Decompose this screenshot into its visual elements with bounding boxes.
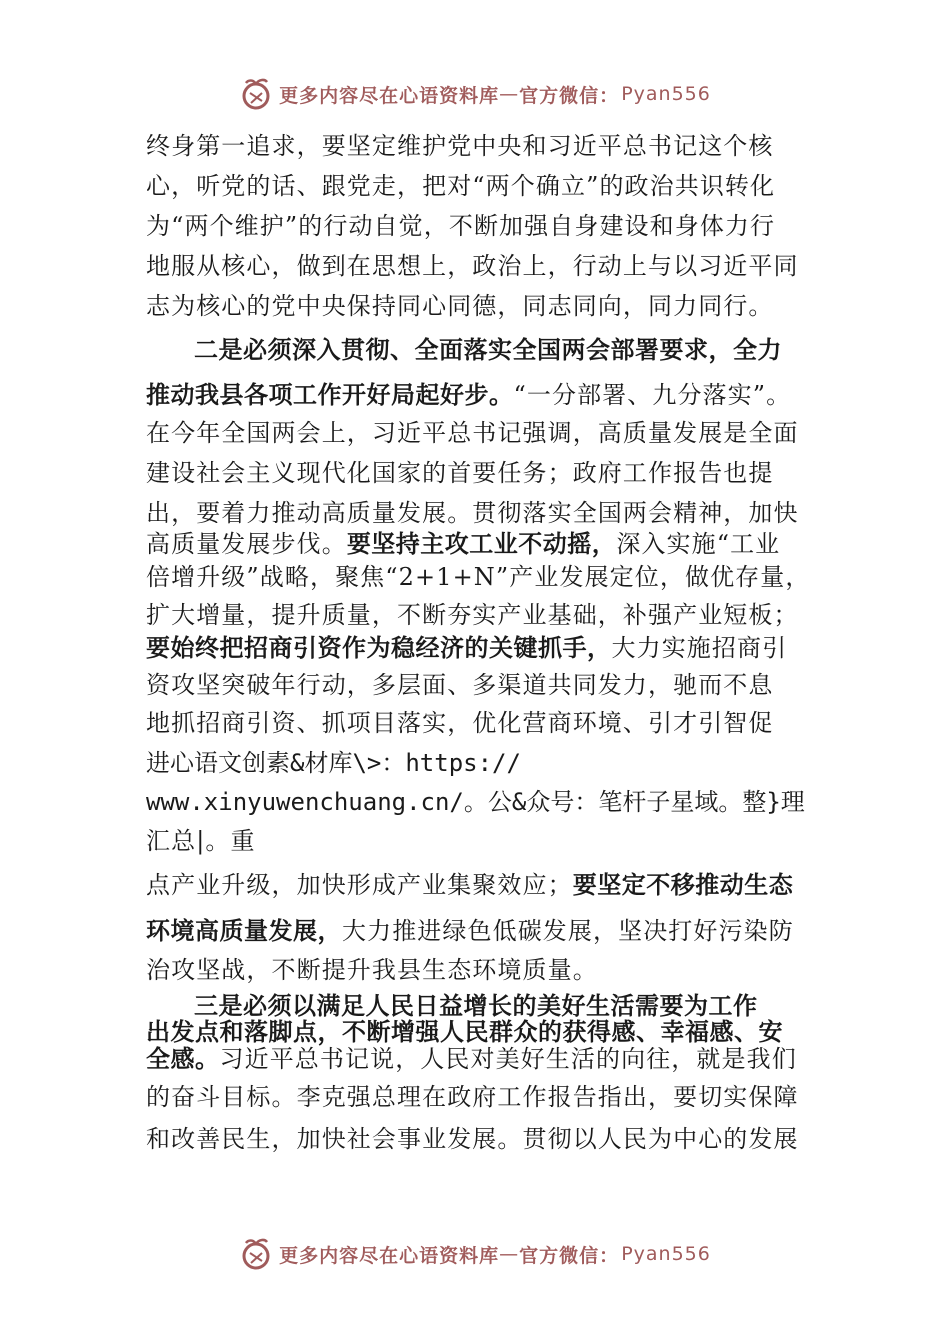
text-line: 汇总|。重 [146, 827, 256, 855]
text-line: www.xinyuwenchuang.cn/。公&众号：笔杆子星域。整}理 [146, 788, 805, 816]
paragraph-heading: 三是必须以满足人民日益增长的美好生活需要为工作 [194, 992, 758, 1020]
tomato-logo-icon [239, 1236, 275, 1272]
text-line: 出，要着力推动高质量发展。贯彻落实全国两会精神，加快 [146, 499, 799, 527]
text-line: 进心语文创素&材库\>：https:// [146, 749, 521, 777]
text-line: 治攻坚战，不断提升我县生态环境质量。 [146, 956, 598, 984]
text-line: 全感。习近平总书记说，人民对美好生活的向往，就是我们 [146, 1045, 797, 1073]
text-line: 倍增升级”战略，聚焦“2+1+N”产业发展定位，做优存量， [146, 563, 811, 591]
watermark-official: 官方微信： [519, 1244, 620, 1267]
paragraph-heading: 二是必须深入贯彻、全面落实全国两会部署要求，全力 [194, 336, 782, 364]
text-line: 点产业升级，加快形成产业集聚效应；要坚定不移推动生态 [146, 871, 794, 899]
text-line: 环境高质量发展，大力推进绿色低碳发展，坚决打好污染防 [146, 917, 794, 945]
watermark-wechat-id: Pyan556 [621, 1243, 711, 1265]
text-line: 要始终把招商引资作为稳经济的关键抓手，大力实施招商引 [146, 634, 788, 662]
watermark-wechat-id: Pyan556 [621, 83, 711, 105]
text-line: 建设社会主义现代化国家的首要任务；政府工作报告也提 [146, 459, 774, 487]
watermark-brand: 更多内容尽在心语资料库 [279, 1244, 500, 1267]
text-line: 在今年全国两会上，习近平总书记强调，高质量发展是全面 [146, 419, 799, 447]
text-line: 终身第一追求，要坚定维护党中央和习近平总书记这个核 [146, 132, 774, 160]
footer-watermark [0, 1232, 950, 1276]
text-line: 推动我县各项工作开好局起好步。“一分部署、九分落实”。 [146, 381, 792, 409]
watermark-dash: — [499, 83, 520, 105]
text-line: 和改善民生，加快社会事业发展。贯彻以人民为中心的发展 [146, 1125, 799, 1153]
header-watermark [0, 72, 950, 116]
text-line: 扩大增量，提升质量，不断夯实产业基础，补强产业短板； [146, 601, 799, 629]
text-line: 的奋斗目标。李克强总理在政府工作报告指出，要切实保障 [146, 1083, 799, 1111]
text-line: 志为核心的党中央保持同心同德，同志同向，同力同行。 [146, 292, 774, 320]
text-line: 心，听党的话、跟党走，把对“两个确立”的政治共识转化 [146, 172, 776, 200]
text-line: 地抓招商引资、抓项目落实，优化营商环境、引才引智促 [146, 709, 774, 737]
paragraph-heading: 出发点和落脚点，不断增强人民群众的获得感、幸福感、安 [146, 1018, 783, 1046]
text-line: 为“两个维护”的行动自觉，不断加强自身建设和身体力行 [146, 212, 776, 240]
watermark-dash: — [499, 1243, 520, 1265]
text-line: 地服从核心，做到在思想上，政治上，行动上与以习近平同 [146, 252, 799, 280]
watermark-brand: 更多内容尽在心语资料库 [279, 84, 500, 107]
watermark-official: 官方微信： [519, 84, 620, 107]
text-line: 资攻坚突破年行动，多层面、多渠道共同发力，驰而不息 [146, 671, 774, 699]
text-line: 高质量发展步伐。要坚持主攻工业不动摇，深入实施“工业 [146, 530, 781, 558]
tomato-logo-icon [239, 76, 275, 112]
